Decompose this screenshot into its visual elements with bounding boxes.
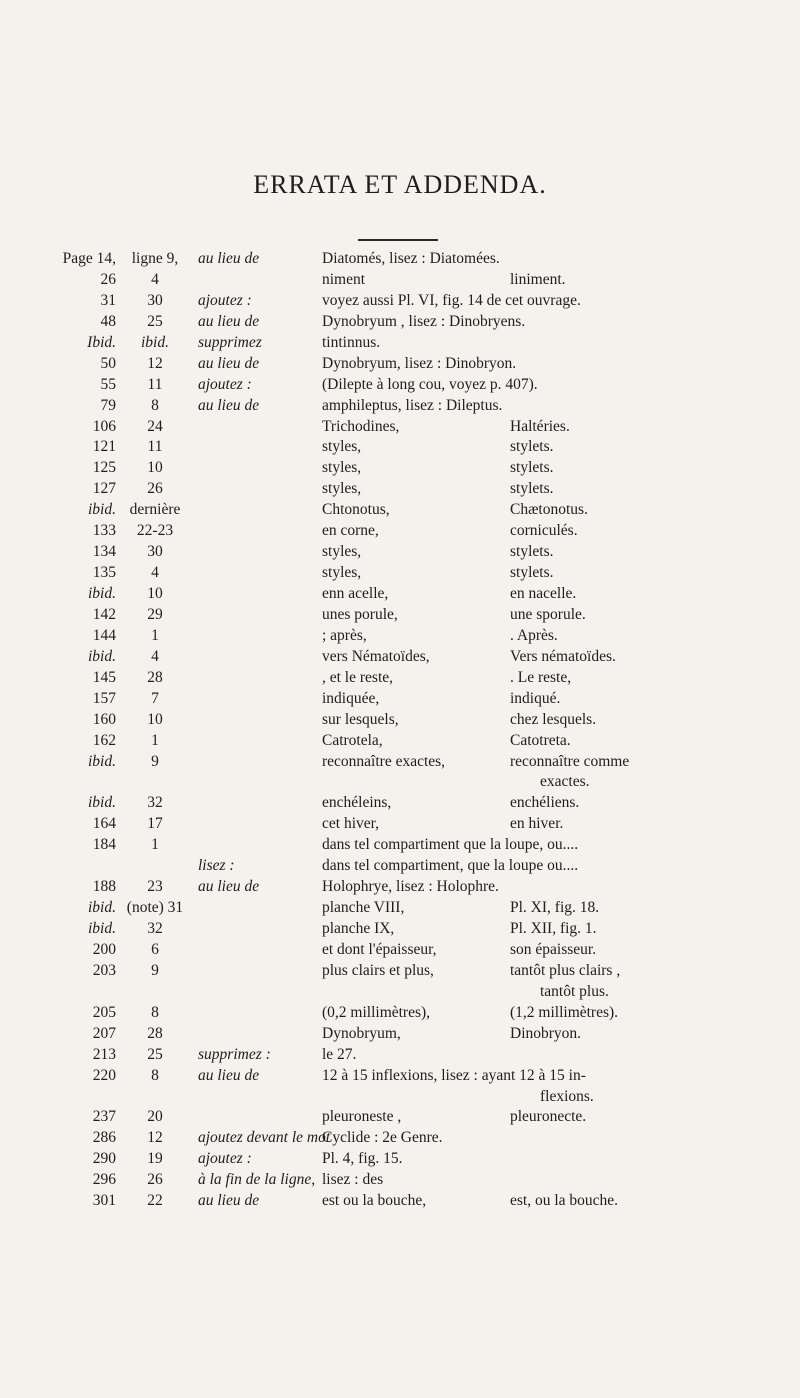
line-number: 26 bbox=[147, 480, 163, 498]
errata-row bbox=[0, 1192, 800, 1213]
page-number: 301 bbox=[92, 1192, 116, 1210]
errata-row bbox=[0, 501, 800, 522]
errata-row bbox=[0, 1171, 800, 1192]
errata-row bbox=[0, 418, 800, 439]
line-number: 30 bbox=[147, 291, 163, 309]
page-title: ERRATA ET ADDENDA. bbox=[253, 170, 547, 199]
errata-row bbox=[0, 438, 800, 459]
errata-row bbox=[0, 753, 800, 795]
instruction: au lieu de bbox=[198, 1192, 260, 1210]
instruction: ajoutez : bbox=[198, 291, 252, 309]
page-number: 127 bbox=[92, 480, 116, 498]
line-number: 17 bbox=[147, 815, 163, 833]
instruction: à la fin de la ligne, bbox=[198, 1171, 316, 1189]
erroneous-text: planche VIII, bbox=[322, 899, 405, 917]
erroneous-text: unes porule, bbox=[322, 605, 398, 623]
page-number: 205 bbox=[92, 1003, 116, 1021]
errata-row bbox=[0, 1004, 800, 1025]
erroneous-text: dans tel compartiment que la loupe, ou.... bbox=[322, 836, 579, 854]
page-number: ibid. bbox=[88, 501, 116, 519]
line-number: 8 bbox=[151, 396, 159, 414]
errata-row bbox=[0, 543, 800, 564]
corrected-text: Catotreta. bbox=[510, 731, 571, 749]
line-number: 6 bbox=[151, 940, 159, 958]
line-number: 20 bbox=[147, 1108, 163, 1126]
erroneous-text: Chtonotus, bbox=[322, 501, 390, 519]
instruction: au lieu de bbox=[198, 878, 260, 896]
errata-row bbox=[0, 334, 800, 355]
corrected-text: Haltéries. bbox=[510, 417, 570, 435]
page-number: 133 bbox=[92, 522, 116, 540]
instruction: ajoutez : bbox=[198, 1150, 252, 1168]
line-number: 8 bbox=[151, 1003, 159, 1021]
errata-row bbox=[0, 878, 800, 899]
line-number: 12 bbox=[147, 354, 163, 372]
line-number: 29 bbox=[147, 605, 163, 623]
instruction: ajoutez : bbox=[198, 375, 252, 393]
corrected-text: corniculés. bbox=[510, 522, 578, 540]
erroneous-text: 12 à 15 inflexions, lisez : ayant 12 à 15 in- bbox=[322, 1066, 586, 1084]
errata-row bbox=[0, 313, 800, 334]
page-number: 79 bbox=[100, 396, 116, 414]
corrected-text: Pl. XI, fig. 18. bbox=[510, 899, 600, 917]
errata-row bbox=[0, 271, 800, 292]
corrected-text: tantôt plus clairs , bbox=[510, 961, 621, 979]
corrected-text: pleuronecte. bbox=[510, 1108, 587, 1126]
errata-row bbox=[0, 815, 800, 836]
corrected-text-continuation: flexions. bbox=[540, 1087, 594, 1105]
errata-row bbox=[0, 376, 800, 397]
corrected-text: Dinobryon. bbox=[510, 1024, 582, 1042]
corrected-text: liniment. bbox=[510, 270, 566, 288]
errata-row bbox=[0, 1046, 800, 1067]
line-number: 30 bbox=[147, 543, 163, 561]
line-number: (note) 31 bbox=[126, 899, 184, 917]
erroneous-text: lisez : des bbox=[322, 1171, 384, 1189]
erroneous-text: amphileptus, lisez : Dileptus. bbox=[322, 396, 503, 414]
corrected-text: enchéliens. bbox=[510, 794, 580, 812]
errata-table bbox=[0, 250, 800, 1213]
errata-row bbox=[0, 920, 800, 941]
instruction: supprimez : bbox=[198, 1045, 271, 1063]
page-number: 125 bbox=[92, 459, 116, 477]
corrected-text: en nacelle. bbox=[510, 585, 577, 602]
line-number: dernière bbox=[129, 501, 181, 519]
line-number: 9 bbox=[151, 961, 159, 979]
page-number: 144 bbox=[92, 626, 116, 644]
erroneous-text: Dynobryum, lisez : Dinobryon. bbox=[322, 354, 517, 372]
page-number: 160 bbox=[92, 710, 116, 728]
page-number: 142 bbox=[92, 605, 116, 623]
corrected-text: reconnaître comme bbox=[510, 752, 630, 770]
erroneous-text: indiquée, bbox=[322, 689, 380, 707]
page-number: ibid. bbox=[88, 585, 116, 602]
line-number: 4 bbox=[151, 270, 159, 288]
corrected-text: son épaisseur. bbox=[510, 940, 597, 958]
line-number: 26 bbox=[147, 1171, 163, 1189]
erroneous-text: (Dilepte à long cou, voyez p. 407). bbox=[322, 375, 538, 393]
line-number: 8 bbox=[151, 1066, 159, 1084]
erroneous-text: voyez aussi Pl. VI, fig. 14 de cet ouvrage. bbox=[322, 291, 581, 309]
corrected-text: est, ou la bouche. bbox=[510, 1192, 619, 1210]
errata-row bbox=[0, 355, 800, 376]
line-number: ibid. bbox=[141, 333, 169, 351]
corrected-text: . Le reste, bbox=[510, 668, 572, 686]
erroneous-text: est ou la bouche, bbox=[322, 1192, 427, 1210]
instruction: au lieu de bbox=[198, 1066, 260, 1084]
corrected-text: Vers nématoïdes. bbox=[510, 647, 616, 665]
corrected-text-continuation: exactes. bbox=[540, 773, 590, 791]
instruction: au lieu de bbox=[198, 354, 260, 372]
errata-row bbox=[0, 564, 800, 585]
corrected-text: stylets. bbox=[510, 480, 554, 498]
erroneous-text: vers Nématoïdes, bbox=[322, 647, 430, 665]
erroneous-text: Catrotela, bbox=[322, 731, 383, 749]
line-number: 10 bbox=[147, 459, 163, 477]
erroneous-text: Dynobryum, bbox=[322, 1024, 401, 1042]
line-number: 1 bbox=[151, 836, 159, 854]
instruction: au lieu de bbox=[198, 396, 260, 414]
corrected-text: en hiver. bbox=[510, 815, 564, 833]
page-number: 220 bbox=[92, 1066, 116, 1084]
corrected-text: Chætonotus. bbox=[510, 501, 588, 519]
erroneous-text: et dont l'épaisseur, bbox=[322, 940, 437, 958]
erroneous-text: enn acelle, bbox=[322, 585, 389, 602]
line-number: 1 bbox=[151, 626, 159, 644]
line-number: 9 bbox=[151, 752, 159, 770]
page-number: 290 bbox=[92, 1150, 116, 1168]
line-number: 22 bbox=[147, 1192, 163, 1210]
errata-row bbox=[0, 459, 800, 480]
page-number: 184 bbox=[92, 836, 116, 854]
erroneous-text: styles, bbox=[322, 480, 362, 498]
page-number: 207 bbox=[92, 1024, 116, 1042]
corrected-text: . Après. bbox=[510, 626, 558, 644]
page-number: 135 bbox=[92, 564, 116, 582]
errata-row bbox=[0, 1129, 800, 1150]
erroneous-text: styles, bbox=[322, 564, 362, 582]
corrected-text: stylets. bbox=[510, 543, 554, 561]
page-number: 237 bbox=[92, 1108, 116, 1126]
errata-row bbox=[0, 1067, 800, 1109]
page-number: 213 bbox=[92, 1045, 116, 1063]
title-rule bbox=[358, 239, 438, 241]
line-number: 24 bbox=[147, 417, 163, 435]
page-number: 50 bbox=[100, 354, 116, 372]
erroneous-text: Diatomés, lisez : Diatomées. bbox=[322, 250, 500, 267]
line-number: 19 bbox=[147, 1150, 163, 1168]
page-number: ibid. bbox=[88, 794, 116, 812]
page-number: ibid. bbox=[88, 647, 116, 665]
errata-row bbox=[0, 522, 800, 543]
erroneous-text: pleuroneste , bbox=[322, 1108, 402, 1126]
page-number: 296 bbox=[92, 1171, 116, 1189]
page-number: ibid. bbox=[88, 899, 116, 917]
page-number: 31 bbox=[100, 291, 116, 309]
errata-row bbox=[0, 899, 800, 920]
line-number: 25 bbox=[147, 312, 163, 330]
corrected-text: chez lesquels. bbox=[510, 710, 597, 728]
erroneous-text: planche IX, bbox=[322, 920, 395, 938]
page-number: ibid. bbox=[88, 752, 116, 770]
instruction: lisez : bbox=[198, 857, 235, 875]
line-number: 7 bbox=[151, 689, 159, 707]
erroneous-text: le 27. bbox=[322, 1045, 357, 1063]
line-number: 11 bbox=[147, 438, 163, 456]
errata-row bbox=[0, 1025, 800, 1046]
erroneous-text: styles, bbox=[322, 459, 362, 477]
corrected-text-continuation: tantôt plus. bbox=[540, 982, 609, 1000]
line-number: 32 bbox=[147, 920, 163, 938]
corrected-text: stylets. bbox=[510, 459, 554, 477]
page-number: 162 bbox=[92, 731, 116, 749]
errata-row bbox=[0, 480, 800, 501]
erroneous-text: Dynobryum , lisez : Dinobryens. bbox=[322, 312, 526, 330]
errata-row bbox=[0, 292, 800, 313]
errata-row bbox=[0, 836, 800, 857]
corrected-text: stylets. bbox=[510, 438, 554, 456]
page-number: 134 bbox=[92, 543, 116, 561]
errata-row bbox=[0, 690, 800, 711]
page-number: 145 bbox=[92, 668, 116, 686]
erroneous-text: plus clairs et plus, bbox=[322, 961, 434, 979]
page-number: 200 bbox=[92, 940, 116, 958]
line-number: 23 bbox=[147, 878, 163, 896]
corrected-text: (1,2 millimètres). bbox=[510, 1003, 619, 1021]
erroneous-text: reconnaître exactes, bbox=[322, 752, 446, 770]
errata-row bbox=[0, 732, 800, 753]
line-number: 32 bbox=[147, 794, 163, 812]
line-number: 25 bbox=[147, 1045, 163, 1063]
page-number: 286 bbox=[92, 1129, 116, 1147]
page-number: 203 bbox=[92, 961, 116, 979]
line-number: 4 bbox=[151, 647, 159, 665]
errata-row bbox=[0, 794, 800, 815]
page-number: 164 bbox=[92, 815, 116, 833]
erroneous-text: cet hiver, bbox=[322, 815, 380, 833]
erroneous-text: enchéleins, bbox=[322, 794, 392, 812]
line-number: 28 bbox=[147, 1024, 163, 1042]
errata-row bbox=[0, 606, 800, 627]
line-number: 22-23 bbox=[136, 522, 174, 540]
errata-row bbox=[0, 711, 800, 732]
line-number: 1 bbox=[151, 731, 159, 749]
line-number: 10 bbox=[147, 710, 163, 728]
errata-row bbox=[0, 962, 800, 1004]
line-number: 10 bbox=[147, 585, 163, 602]
page-number: 55 bbox=[100, 375, 116, 393]
errata-row bbox=[0, 1150, 800, 1171]
line-number: 4 bbox=[151, 564, 159, 582]
errata-row bbox=[0, 250, 800, 271]
erroneous-text: Holophrye, lisez : Holophre. bbox=[322, 878, 499, 896]
corrected-text: stylets. bbox=[510, 564, 554, 582]
erroneous-text: dans tel compartiment, que la loupe ou.... bbox=[322, 857, 579, 875]
corrected-text: indiqué. bbox=[510, 689, 561, 707]
instruction: au lieu de bbox=[198, 312, 260, 330]
erroneous-text: sur lesquels, bbox=[322, 710, 399, 728]
line-number: 11 bbox=[147, 375, 163, 393]
instruction: ajoutez devant le mot bbox=[198, 1129, 331, 1147]
erroneous-text: (0,2 millimètres), bbox=[322, 1003, 431, 1021]
page-number: 48 bbox=[100, 312, 116, 330]
erroneous-text: tintinnus. bbox=[322, 333, 381, 351]
instruction: supprimez bbox=[198, 333, 262, 351]
errata-row bbox=[0, 941, 800, 962]
page-number: 26 bbox=[100, 270, 116, 288]
page-number: Page 14, bbox=[62, 250, 116, 267]
erroneous-text: en corne, bbox=[322, 522, 379, 540]
errata-row bbox=[0, 1108, 800, 1129]
page-number: 188 bbox=[92, 878, 116, 896]
page-number: 157 bbox=[92, 689, 116, 707]
corrected-text: Pl. XII, fig. 1. bbox=[510, 920, 597, 938]
errata-row bbox=[0, 397, 800, 418]
erroneous-text: styles, bbox=[322, 543, 362, 561]
erroneous-text: styles, bbox=[322, 438, 362, 456]
errata-row bbox=[0, 648, 800, 669]
page-number: Ibid. bbox=[87, 333, 116, 351]
instruction: au lieu de bbox=[198, 250, 260, 267]
erroneous-text: Pl. 4, fig. 15. bbox=[322, 1150, 403, 1168]
page-number: ibid. bbox=[88, 920, 116, 938]
line-number: ligne 9, bbox=[131, 250, 179, 267]
erroneous-text: , et le reste, bbox=[322, 668, 394, 686]
errata-row bbox=[0, 627, 800, 648]
page-number: 121 bbox=[92, 438, 116, 456]
erroneous-text: ; après, bbox=[322, 626, 367, 644]
line-number: 12 bbox=[147, 1129, 163, 1147]
line-number: 28 bbox=[147, 668, 163, 686]
errata-row bbox=[0, 857, 800, 878]
erroneous-text: Cyclide : 2e Genre. bbox=[322, 1129, 443, 1147]
page-number: 106 bbox=[92, 417, 116, 435]
erroneous-text: niment bbox=[322, 270, 366, 288]
errata-row bbox=[0, 669, 800, 690]
corrected-text: une sporule. bbox=[510, 605, 586, 623]
erroneous-text: Trichodines, bbox=[322, 417, 400, 435]
errata-row bbox=[0, 585, 800, 606]
